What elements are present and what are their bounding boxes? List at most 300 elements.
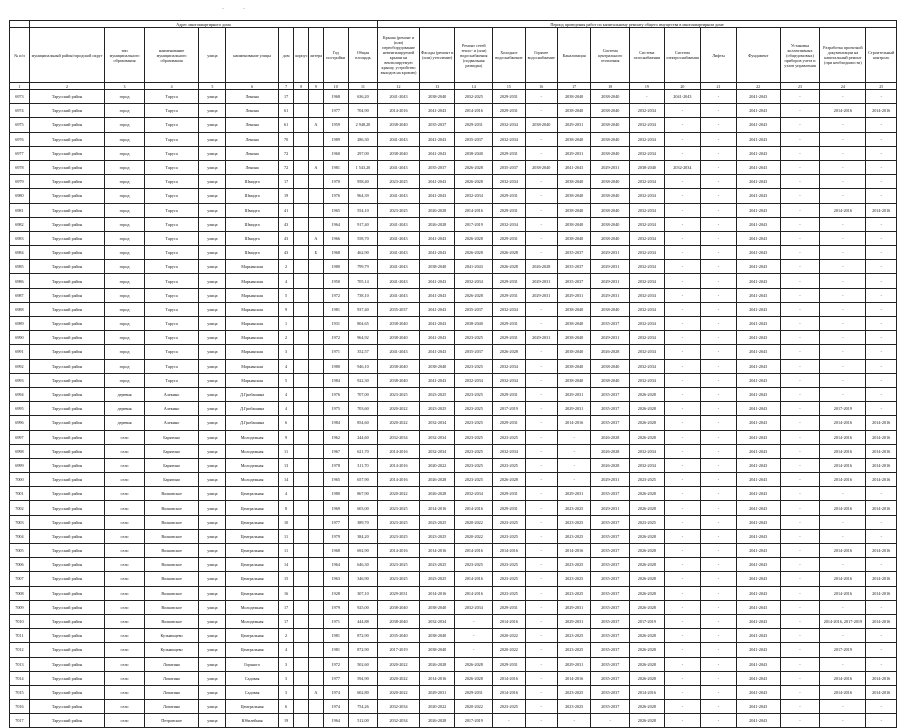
column-header: № п/п	[10, 28, 30, 83]
table-cell: 7008	[10, 586, 30, 600]
table-cell: 2023-2025	[455, 359, 493, 373]
table-cell: улица	[199, 430, 226, 444]
table-cell: 2026-2028	[630, 529, 665, 543]
table-cell: -	[780, 643, 820, 657]
table-cell: 2041-2043	[419, 373, 455, 387]
table-cell: -	[780, 260, 820, 274]
table-cell: Центральная	[226, 572, 278, 586]
table-cell: 311,70	[348, 458, 377, 472]
table-cell: -	[664, 175, 701, 189]
table-row	[10, 189, 897, 203]
table-cell: Волковское	[144, 572, 198, 586]
table-cell: 1966	[323, 231, 348, 245]
table-cell: 61	[278, 118, 294, 132]
table-cell: 2041-2043	[736, 515, 780, 529]
table-cell: 2032-2034	[378, 430, 420, 444]
table-cell: -	[701, 387, 737, 401]
table-cell: город	[105, 331, 145, 345]
table-cell: улица	[199, 260, 226, 274]
table-cell: 2023-2025	[419, 572, 455, 586]
table-cell: 2023-2025	[493, 458, 525, 472]
table-cell: -	[820, 90, 866, 104]
table-cell: село	[105, 430, 145, 444]
table-cell: 2014-2016	[378, 458, 420, 472]
table-cell: 2041-2043	[736, 373, 780, 387]
table-cell: 10	[278, 515, 294, 529]
table-cell: улица	[199, 700, 226, 714]
table-cell: 2014-2016, 2017-2019	[820, 614, 866, 628]
table-cell: Барятино	[144, 458, 198, 472]
table-cell: улица	[199, 614, 226, 628]
table-cell: 307,10	[348, 586, 377, 600]
table-cell: 2014-2016	[455, 572, 493, 586]
table-cell: 2035-2037	[557, 246, 590, 260]
column-header: Холодное водоснабжение	[493, 28, 525, 83]
table-cell	[294, 487, 309, 501]
table-cell: 6978	[10, 160, 30, 174]
table-cell: 70	[278, 132, 294, 146]
table-row	[10, 260, 897, 274]
table-cell: 2038-2040	[557, 104, 590, 118]
table-cell: 6988	[10, 302, 30, 316]
table-cell: город	[105, 175, 145, 189]
table-cell: -	[701, 203, 737, 217]
table-row	[10, 430, 897, 444]
table-cell: -	[866, 558, 897, 572]
table-cell: 2026-2028	[419, 217, 455, 231]
table-cell: Волковское	[144, 614, 198, 628]
table-cell: -	[664, 189, 701, 203]
table-cell: 1964	[323, 217, 348, 231]
table-row	[10, 572, 897, 586]
table-cell: 4	[278, 274, 294, 288]
table-cell: 925,00	[348, 600, 377, 614]
table-cell: 2035-2037	[591, 402, 630, 416]
table-cell: 2014-2016	[820, 685, 866, 699]
table-cell: 2014-2016	[866, 473, 897, 487]
table-cell: -	[525, 146, 557, 160]
table-cell: 1981	[323, 629, 348, 643]
table-cell	[309, 671, 324, 685]
table-cell: 2023-2025	[378, 515, 420, 529]
table-cell: 2026-2028	[591, 345, 630, 359]
table-cell: Таруса	[144, 175, 198, 189]
table-cell: 72	[278, 146, 294, 160]
table-cell: 2038-2040	[378, 118, 420, 132]
table-cell: 2041-2043	[736, 274, 780, 288]
table-cell: -	[701, 657, 737, 671]
capital-repair-table	[9, 20, 897, 728]
table-cell: -	[701, 402, 737, 416]
table-cell: -	[525, 416, 557, 430]
table-cell: 2 948,20	[348, 118, 377, 132]
table-cell: -	[780, 359, 820, 373]
table-cell: Таруса	[144, 260, 198, 274]
table-cell: Д.Грибашина	[226, 402, 278, 416]
table-cell: 937,40	[348, 302, 377, 316]
table-cell: -	[664, 302, 701, 316]
table-cell: 2029-2031	[525, 288, 557, 302]
table-cell: -	[664, 274, 701, 288]
table-cell: 6	[278, 416, 294, 430]
table-cell: 5	[278, 373, 294, 387]
table-cell: Тарусский район	[29, 104, 104, 118]
table-cell: -	[701, 586, 737, 600]
table-cell: 2026-2028	[591, 458, 630, 472]
table-cell: Тарусский район	[29, 359, 104, 373]
table-cell	[294, 345, 309, 359]
table-cell: 1960	[323, 146, 348, 160]
table-cell: -	[525, 629, 557, 643]
table-cell: 922,30	[348, 373, 377, 387]
table-cell: 1976	[323, 189, 348, 203]
table-cell: -	[630, 90, 665, 104]
table-cell: А	[309, 231, 324, 245]
table-row	[10, 217, 897, 231]
table-cell: село	[105, 600, 145, 614]
table-cell	[309, 444, 324, 458]
table-cell: Таруса	[144, 132, 198, 146]
table-cell: 2026-2028	[455, 657, 493, 671]
table-cell: 7000	[10, 473, 30, 487]
table-cell: 2035-2037	[591, 529, 630, 543]
table-cell: 2038-2040	[557, 231, 590, 245]
table-cell: -	[820, 600, 866, 614]
table-cell: 2023-2025	[455, 444, 493, 458]
table-cell: 2026-2028	[525, 260, 557, 274]
table-cell	[294, 430, 309, 444]
table-cell: 2026-2028	[630, 544, 665, 558]
table-cell: 17	[278, 600, 294, 614]
table-cell: -	[701, 473, 737, 487]
table-cell: 2032-2034	[493, 175, 525, 189]
table-cell: -	[701, 246, 737, 260]
table-cell	[294, 132, 309, 146]
table-cell: 2035-2037	[591, 572, 630, 586]
table-cell	[309, 657, 324, 671]
table-row	[10, 118, 897, 132]
table-cell: Тарусский район	[29, 246, 104, 260]
table-cell: 2032-2025	[455, 90, 493, 104]
table-cell: Центральная	[226, 544, 278, 558]
table-cell: 2014-2016	[820, 104, 866, 118]
table-cell: 2029-2031	[557, 402, 590, 416]
table-cell: 2035-2037	[591, 629, 630, 643]
table-cell: 19	[278, 189, 294, 203]
table-cell: город	[105, 104, 145, 118]
table-cell: Марьинская	[226, 302, 278, 316]
table-cell: 2041-2043	[736, 700, 780, 714]
table-cell: -	[866, 132, 897, 146]
table-cell: 2035-2037	[591, 671, 630, 685]
table-cell: -	[525, 231, 557, 245]
table-cell: -	[820, 288, 866, 302]
column-number: 19	[630, 83, 665, 90]
table-cell: 2035-2037	[591, 558, 630, 572]
table-cell: 2014-2016	[866, 572, 897, 586]
table-cell: Ленина	[226, 132, 278, 146]
table-cell: Волковское	[144, 515, 198, 529]
table-cell: 2041-2043	[736, 90, 780, 104]
column-header: Ремонт сетей тепло- и (или) водоснабжения (подвальная разводка)	[455, 28, 493, 83]
table-cell: -	[780, 487, 820, 501]
table-cell: Тарусский район	[29, 274, 104, 288]
table-cell: 2014-2016	[866, 444, 897, 458]
table-cell	[309, 544, 324, 558]
table-cell: 4	[278, 402, 294, 416]
table-row	[10, 331, 897, 345]
table-cell: 2026-2028	[419, 203, 455, 217]
table-row	[10, 175, 897, 189]
table-cell: 2041-2043	[378, 246, 420, 260]
scan-mark: -	[243, 6, 245, 12]
table-cell	[294, 657, 309, 671]
table-cell: -	[701, 714, 737, 728]
table-cell: 6993	[10, 373, 30, 387]
table-cell: Молодежная	[226, 614, 278, 628]
table-cell: Таруса	[144, 246, 198, 260]
table-cell: 6987	[10, 288, 30, 302]
table-cell: -	[780, 572, 820, 586]
table-cell: -	[780, 373, 820, 387]
table-cell: -	[780, 175, 820, 189]
table-cell: улица	[199, 203, 226, 217]
table-cell	[309, 430, 324, 444]
table-cell: 4	[278, 643, 294, 657]
table-cell	[294, 331, 309, 345]
table-cell: 2023-2025	[378, 572, 420, 586]
table-cell: Тарусский район	[29, 714, 104, 728]
table-cell: 2032-2034	[630, 203, 665, 217]
table-cell: 2038-2040	[557, 217, 590, 231]
column-number: 17	[557, 83, 590, 90]
table-cell: 2041-2043	[419, 345, 455, 359]
table-cell: 2041-2043	[736, 246, 780, 260]
table-cell: 2017-2019	[493, 402, 525, 416]
table-cell: -	[525, 189, 557, 203]
table-cell: 1963	[323, 572, 348, 586]
table-cell	[309, 345, 324, 359]
table-cell: 3	[278, 671, 294, 685]
table-cell: 2029-2031	[557, 600, 590, 614]
table-cell: улица	[199, 118, 226, 132]
table-cell: -	[664, 246, 701, 260]
table-cell: Таруса	[144, 203, 198, 217]
table-row	[10, 416, 897, 430]
table-cell: -	[780, 160, 820, 174]
table-cell: 2041-2043	[736, 189, 780, 203]
table-cell: улица	[199, 487, 226, 501]
table-cell: Марьинская	[226, 260, 278, 274]
table-cell: 2014-2016	[866, 430, 897, 444]
table-cell: 2029-2031	[591, 260, 630, 274]
table-cell: 2029-2031	[493, 90, 525, 104]
table-cell: Барятино	[144, 444, 198, 458]
table-cell: 7017	[10, 714, 30, 728]
table-cell: 2026-2028	[419, 714, 455, 728]
column-header: Разработка проектной документации на капитальный ремонт (при необходимости)	[820, 28, 866, 83]
table-cell: Тарусский район	[29, 317, 104, 331]
table-cell: 346,90	[348, 572, 377, 586]
table-cell: Тарусский район	[29, 203, 104, 217]
column-header: Общая площадь	[348, 28, 377, 83]
table-cell: 2017-2019	[455, 714, 493, 728]
table-cell: 2014-2016	[820, 416, 866, 430]
table-row	[10, 529, 897, 543]
table-cell: 2032-2034	[455, 600, 493, 614]
table-cell: 2032-2034	[630, 231, 665, 245]
table-cell: Шмидта	[226, 217, 278, 231]
table-cell: -	[780, 387, 820, 401]
table-cell: -	[780, 317, 820, 331]
table-cell: 2014-2016	[820, 430, 866, 444]
table-cell: Волковское	[144, 600, 198, 614]
table-cell: 2032-2034	[493, 132, 525, 146]
table-cell: 964,92	[348, 331, 377, 345]
table-cell: Центральная	[226, 487, 278, 501]
table-cell: Ленина	[226, 104, 278, 118]
table-cell: -	[820, 373, 866, 387]
table-cell: -	[525, 614, 557, 628]
table-cell: 17	[278, 90, 294, 104]
table-cell: Тарусский район	[29, 373, 104, 387]
table-cell	[309, 302, 324, 316]
table-cell: -	[820, 274, 866, 288]
table-cell: -	[820, 231, 866, 245]
table-cell	[294, 274, 309, 288]
table-cell: 2035-2037	[591, 657, 630, 671]
table-cell: 2038-2040	[591, 118, 630, 132]
table-cell: 2038-2040	[378, 317, 420, 331]
column-number: 16	[525, 83, 557, 90]
table-cell: -	[780, 458, 820, 472]
table-cell	[309, 629, 324, 643]
table-cell: 2014-2016	[866, 104, 897, 118]
table-cell: Тарусский район	[29, 685, 104, 699]
table-cell: 2023-2025	[378, 175, 420, 189]
table-cell: Шмидта	[226, 175, 278, 189]
table-row	[10, 614, 897, 628]
table-cell: 2032-2034	[630, 458, 665, 472]
table-cell: 2029-2031	[591, 501, 630, 515]
table-cell	[309, 402, 324, 416]
table-cell: улица	[199, 515, 226, 529]
table-cell: 2014-2016	[866, 614, 897, 628]
table-cell: -	[557, 458, 590, 472]
table-cell	[294, 685, 309, 699]
table-cell: улица	[199, 402, 226, 416]
table-cell: 2029-2031	[455, 685, 493, 699]
table-cell: 2017-2019	[455, 217, 493, 231]
table-cell: -	[820, 160, 866, 174]
column-header: Фасады (ремонт и (или) утепление)	[419, 28, 455, 83]
table-cell: 2023-2025	[557, 529, 590, 543]
table-cell: 1978	[323, 458, 348, 472]
table-cell: 2029-2031	[455, 118, 493, 132]
table-cell: деревня	[105, 402, 145, 416]
table-cell	[309, 146, 324, 160]
table-cell: 2026-2028	[493, 473, 525, 487]
table-cell: 2032-2034	[630, 359, 665, 373]
table-cell: Тарусский район	[29, 600, 104, 614]
table-cell: Центральная	[226, 629, 278, 643]
column-header: дом	[278, 28, 294, 83]
table-cell: 43	[278, 217, 294, 231]
table-cell: 2032-2034	[630, 132, 665, 146]
table-cell: -	[525, 501, 557, 515]
table-cell: 2014-2016	[378, 444, 420, 458]
table-cell: село	[105, 544, 145, 558]
table-cell: -	[866, 189, 897, 203]
table-cell: -	[525, 515, 557, 529]
table-cell: 2041-2043	[419, 288, 455, 302]
table-cell: 2026-2028	[630, 586, 665, 600]
column-header: Год постройки	[323, 28, 348, 83]
table-cell: -	[701, 629, 737, 643]
table-cell: 2032-2034	[630, 331, 665, 345]
table-cell: 1 543,20	[348, 160, 377, 174]
table-cell: 6980	[10, 189, 30, 203]
column-number: 7	[278, 83, 294, 90]
table-cell: -	[866, 90, 897, 104]
table-cell: 14	[278, 473, 294, 487]
table-cell: 2014-2016	[866, 501, 897, 515]
table-cell: 2029-2031	[493, 189, 525, 203]
table-cell: Волковское	[144, 544, 198, 558]
table-cell: 2029-2031	[591, 246, 630, 260]
table-cell: 2026-2028	[455, 175, 493, 189]
table-cell: -	[780, 586, 820, 600]
table-cell: 2	[278, 260, 294, 274]
table-cell: 2041-2043	[736, 714, 780, 728]
table-cell: Молодежная	[226, 600, 278, 614]
column-number: 1	[10, 83, 30, 90]
table-cell: Шмидта	[226, 203, 278, 217]
table-cell: улица	[199, 558, 226, 572]
table-cell: -	[701, 160, 737, 174]
table-cell: улица	[199, 132, 226, 146]
table-cell: село	[105, 629, 145, 643]
table-cell: -	[866, 231, 897, 245]
table-cell: 2026-2028	[630, 387, 665, 401]
table-cell: 2023-2025	[419, 515, 455, 529]
table-cell: 2014-2016	[820, 473, 866, 487]
table-cell: 2041-2043	[378, 132, 420, 146]
table-row	[10, 160, 897, 174]
table-cell: Садовая	[226, 685, 278, 699]
table-cell: -	[866, 402, 897, 416]
table-cell: 2029-2031	[419, 685, 455, 699]
table-cell: 2026-2028	[630, 700, 665, 714]
table-cell: -	[780, 331, 820, 345]
table-cell: -	[701, 274, 737, 288]
table-cell: 2041-2043	[736, 231, 780, 245]
table-cell	[294, 700, 309, 714]
table-cell: 2014-2016	[419, 501, 455, 515]
table-row	[10, 387, 897, 401]
column-number: 22	[736, 83, 780, 90]
table-cell: -	[664, 317, 701, 331]
table-cell: Марьинская	[226, 331, 278, 345]
table-cell	[309, 175, 324, 189]
table-cell: 2032-2034	[419, 430, 455, 444]
table-cell: Молодежная	[226, 430, 278, 444]
table-cell	[294, 118, 309, 132]
table-cell: 2041-2043	[736, 104, 780, 118]
table-cell: -	[780, 274, 820, 288]
table-cell: 867,90	[348, 487, 377, 501]
table-cell: 2035-2037	[591, 614, 630, 628]
